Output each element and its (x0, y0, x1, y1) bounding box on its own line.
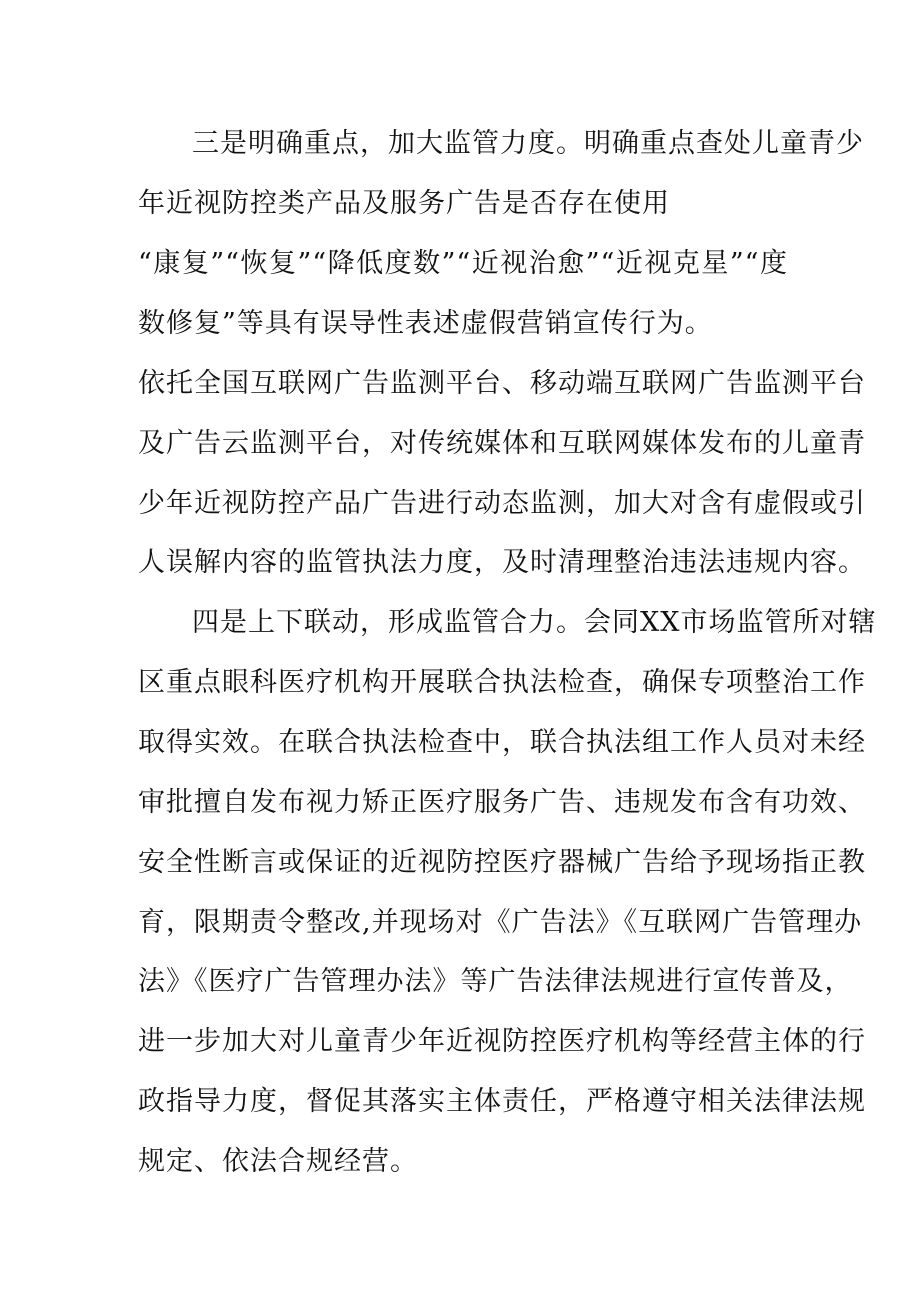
paragraph-line: 进一步加大对儿童青少年近视防控医疗机构等经营主体的行 (138, 1026, 866, 1057)
paragraph-line: 数修复”等具有误导性表述虚假营销宣传行为。 (138, 308, 713, 339)
paragraph-line: 政指导力度，督促其落实主体责任，严格遵守相关法律法规 (138, 1086, 866, 1117)
paragraph-line: 四是上下联动，形成监管合力。会同XX市场监管所对辖 (192, 607, 877, 638)
paragraph-line: 年近视防控类产品及服务广告是否存在使用 (138, 188, 670, 219)
paragraph-line: 依托全国互联网广告监测平台、移动端互联网广告监测平台 (138, 368, 866, 399)
paragraph-line: 区重点眼科医疗机构开展联合执法检查，确保专项整治工作 (138, 667, 866, 698)
paragraph-line: “康复”“恢复”“降低度数”“近视治愈”“近视克星”“度 (138, 248, 788, 279)
paragraph-line: 规定、依法合规经营。 (138, 1146, 418, 1177)
paragraph-line: 少年近视防控产品广告进行动态监测，加大对含有虚假或引 (138, 488, 866, 519)
paragraph-line: 育，限期责令整改,并现场对《广告法》《互联网广告管理办 (138, 907, 863, 938)
paragraph-line: 审批擅自发布视力矫正医疗服务广告、违规发布含有功效、 (138, 787, 866, 818)
paragraph-line: 取得实效。在联合执法检查中，联合执法组工作人员对未经 (138, 727, 866, 758)
paragraph-line: 安全性断言或保证的近视防控医疗器械广告给予现场指正教 (138, 847, 866, 878)
paragraph-line: 人误解内容的监管执法力度，及时清理整治违法违规内容。 (138, 547, 866, 578)
paragraph-line: 及广告云监测平台，对传统媒体和互联网媒体发布的儿童青 (138, 428, 866, 459)
paragraph-line: 三是明确重点，加大监管力度。明确重点查处儿童青少 (192, 128, 864, 159)
paragraph-line: 法》《医疗广告管理办法》等广告法律法规进行宣传普及， (138, 966, 853, 997)
